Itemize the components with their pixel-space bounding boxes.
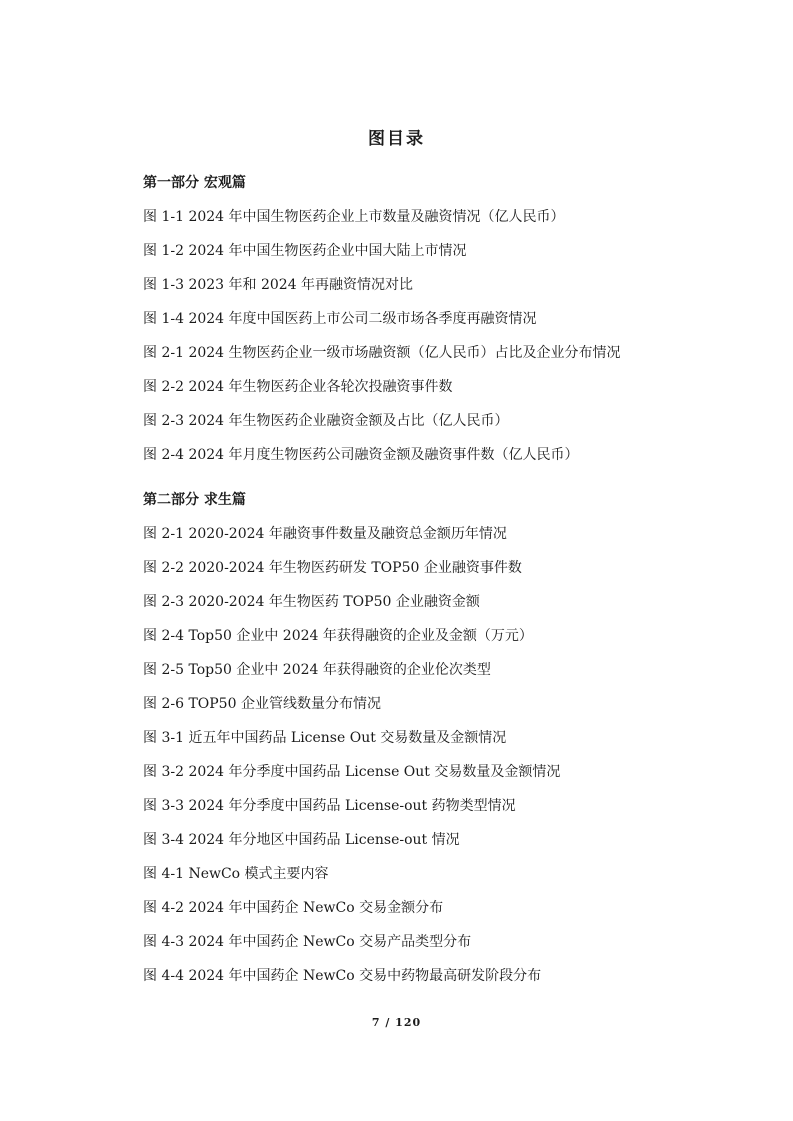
part1-heading: 第一部分 宏观篇 [143,175,246,191]
figure-entry: 图 2-3 2024 年生物医药企业融资金额及占比（亿人民币） [143,413,509,429]
figure-entry: 图 2-4 2024 年月度生物医药公司融资金额及融资事件数（亿人民币） [143,447,579,463]
figure-entry: 图 2-5 Top50 企业中 2024 年获得融资的企业伦次类型 [143,662,491,678]
page-number: 7 / 120 [371,1016,422,1029]
figure-entry: 图 3-1 近五年中国药品 License Out 交易数量及金额情况 [143,730,507,746]
figure-entry: 图 3-2 2024 年分季度中国药品 License Out 交易数量及金额情况 [143,764,561,780]
figure-entry: 图 3-3 2024 年分季度中国药品 License-out 药物类型情况 [143,798,516,814]
figure-entry: 图 2-3 2020-2024 年生物医药 TOP50 企业融资金额 [143,594,480,610]
figure-entry: 图 1-1 2024 年中国生物医药企业上市数量及融资情况（亿人民币） [143,209,565,225]
figure-entry: 图 2-6 TOP50 企业管线数量分布情况 [143,696,381,712]
page-title: 图目录 [368,129,425,149]
figure-entry: 图 2-4 Top50 企业中 2024 年获得融资的企业及金额（万元） [143,628,533,644]
figure-entry: 图 1-3 2023 年和 2024 年再融资情况对比 [143,277,414,293]
figure-entry: 图 2-1 2024 生物医药企业一级市场融资额（亿人民币）占比及企业分布情况 [143,345,621,361]
figure-entry: 图 4-4 2024 年中国药企 NewCo 交易中药物最高研发阶段分布 [143,968,542,984]
figure-entry: 图 4-1 NewCo 模式主要内容 [143,866,329,882]
figure-entry: 图 2-1 2020-2024 年融资事件数量及融资总金额历年情况 [143,526,507,542]
figure-entry: 图 4-2 2024 年中国药企 NewCo 交易金额分布 [143,900,444,916]
figure-entry: 图 4-3 2024 年中国药企 NewCo 交易产品类型分布 [143,934,472,950]
figure-entry: 图 2-2 2020-2024 年生物医药研发 TOP50 企业融资事件数 [143,560,522,576]
figure-entry: 图 3-4 2024 年分地区中国药品 License-out 情况 [143,832,460,848]
figure-entry: 图 2-2 2024 年生物医药企业各轮次投融资事件数 [143,379,453,395]
figure-entry: 图 1-4 2024 年度中国医药上市公司二级市场各季度再融资情况 [143,311,537,327]
figure-entry: 图 1-2 2024 年中国生物医药企业中国大陆上市情况 [143,243,467,259]
part2-heading: 第二部分 求生篇 [143,492,246,508]
